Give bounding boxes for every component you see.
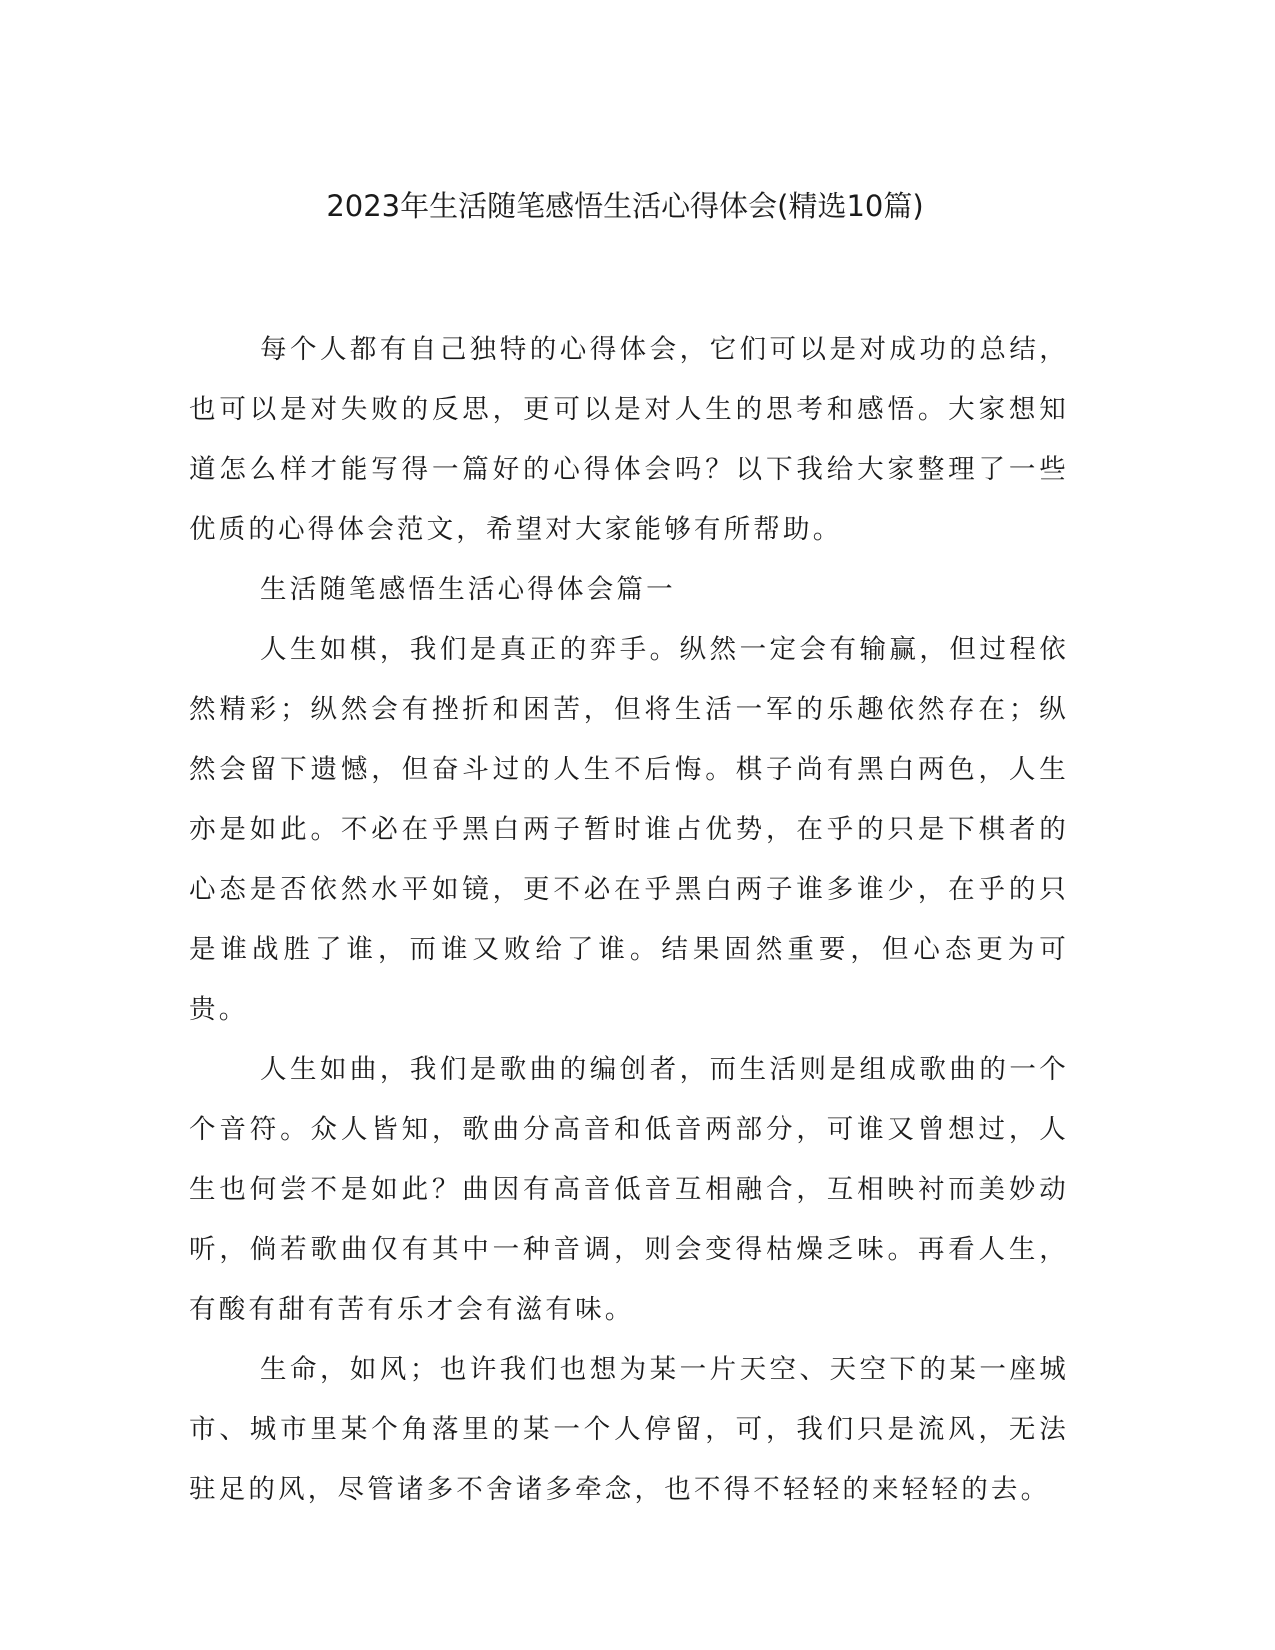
section-heading: 生活随笔感悟生活心得体会篇一 bbox=[260, 574, 676, 605]
body-paragraph: 人生如曲，我们是歌曲的编创者，而生活则是组成歌曲的一个个音符。众人皆知，歌曲分高音和低音两部分，可谁又曾想过，人生也何尝不是如此？曲因有高音低音互相融合，互相映衬而美妙动听，倘若歌曲仅有其中一种音调，则会变得枯燥乏味。再看人生，有酸有甜有苦有乐才会有滋有味。 bbox=[189, 1054, 1069, 1325]
intro-paragraph: 每个人都有自己独特的心得体会，它们可以是对成功的总结，也可以是对失败的反思，更可以是对人生的思考和感悟。大家想知道怎么样才能写得一篇好的心得体会吗？以下我给大家整理了一些优质的心得体会范文，希望对大家能够有所帮助。 bbox=[189, 334, 1069, 545]
document-body bbox=[189, 320, 1069, 1520]
document-title: 2023年生活随笔感悟生活心得体会(精选10篇) bbox=[326, 189, 924, 223]
body-paragraph: 人生如棋，我们是真正的弈手。纵然一定会有输赢，但过程依然精彩；纵然会有挫折和困苦，但将生活一军的乐趣依然存在；纵然会留下遗憾，但奋斗过的人生不后悔。棋子尚有黑白两色，人生亦是如此。不必在乎黑白两子暂时谁占优势，在乎的只是下棋者的心态是否依然水平如镜，更不必在乎黑白两子谁多谁少，在乎的只是谁战胜了谁，而谁又败给了谁。结果固然重要，但心态更为可贵。 bbox=[189, 634, 1069, 1025]
body-paragraph: 生命，如风；也许我们也想为某一片天空、天空下的某一座城市、城市里某个角落里的某一个人停留，可，我们只是流风，无法驻足的风，尽管诸多不舍诸多牵念，也不得不轻轻的来轻轻的去。 bbox=[189, 1354, 1069, 1505]
